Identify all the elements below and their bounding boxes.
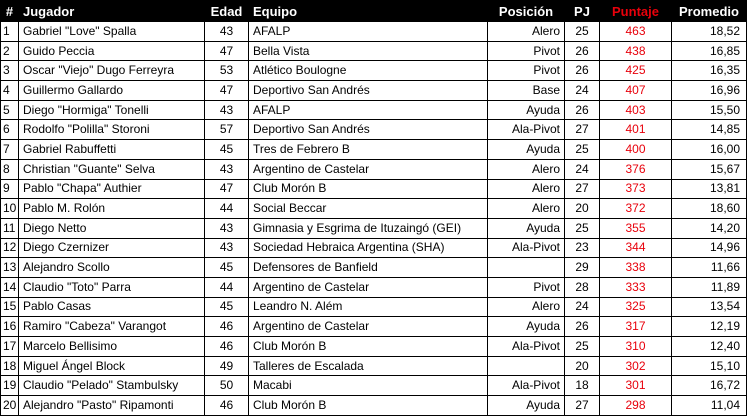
cell-posicion: Ayuda xyxy=(488,100,565,120)
table-row xyxy=(1,22,747,42)
cell-jugador: Rodolfo "Polilla" Storoni xyxy=(19,120,205,140)
cell-jugador: Guido Peccia xyxy=(19,41,205,61)
cell-equipo: Argentino de Castelar xyxy=(249,159,488,179)
cell-puntaje: 310 xyxy=(600,337,672,357)
cell-posicion xyxy=(488,258,565,278)
cell-num: 4 xyxy=(1,81,19,101)
cell-puntaje: 376 xyxy=(600,159,672,179)
cell-promedio: 14,20 xyxy=(672,218,747,238)
cell-puntaje: 401 xyxy=(600,120,672,140)
cell-equipo: Gimnasia y Esgrima de Ituzaingó (GEI) xyxy=(249,218,488,238)
cell-edad: 57 xyxy=(205,120,249,140)
cell-pj: 29 xyxy=(565,258,600,278)
cell-puntaje: 301 xyxy=(600,376,672,396)
cell-equipo: Deportivo San Andrés xyxy=(249,81,488,101)
cell-puntaje: 373 xyxy=(600,179,672,199)
table-header xyxy=(1,1,747,22)
cell-num: 3 xyxy=(1,61,19,81)
cell-puntaje: 403 xyxy=(600,100,672,120)
cell-pj: 20 xyxy=(565,356,600,376)
cell-edad: 50 xyxy=(205,376,249,396)
cell-puntaje: 344 xyxy=(600,238,672,258)
cell-posicion xyxy=(488,356,565,376)
cell-edad: 46 xyxy=(205,337,249,357)
header-jugador: Jugador xyxy=(19,1,205,22)
cell-promedio: 15,67 xyxy=(672,159,747,179)
cell-jugador: Diego Netto xyxy=(19,218,205,238)
cell-pj: 26 xyxy=(565,41,600,61)
cell-equipo: Bella Vista xyxy=(249,41,488,61)
cell-promedio: 14,85 xyxy=(672,120,747,140)
cell-posicion: Pivot xyxy=(488,277,565,297)
cell-puntaje: 338 xyxy=(600,258,672,278)
cell-pj: 23 xyxy=(565,238,600,258)
table-row xyxy=(1,199,747,219)
cell-jugador: Oscar "Viejo" Dugo Ferreyra xyxy=(19,61,205,81)
cell-puntaje: 325 xyxy=(600,297,672,317)
cell-posicion: Alero xyxy=(488,199,565,219)
table-row xyxy=(1,258,747,278)
cell-num: 14 xyxy=(1,277,19,297)
cell-num: 19 xyxy=(1,376,19,396)
cell-pj: 18 xyxy=(565,376,600,396)
cell-edad: 49 xyxy=(205,356,249,376)
cell-num: 2 xyxy=(1,41,19,61)
cell-jugador: Gabriel Rabuffetti xyxy=(19,140,205,160)
cell-num: 17 xyxy=(1,337,19,357)
cell-puntaje: 400 xyxy=(600,140,672,160)
cell-edad: 46 xyxy=(205,396,249,416)
cell-equipo: Club Morón B xyxy=(249,179,488,199)
cell-promedio: 15,10 xyxy=(672,356,747,376)
cell-posicion: Alero xyxy=(488,22,565,42)
header-promedio: Promedio xyxy=(672,1,747,22)
cell-puntaje: 463 xyxy=(600,22,672,42)
cell-pj: 24 xyxy=(565,297,600,317)
cell-promedio: 16,85 xyxy=(672,41,747,61)
cell-pj: 27 xyxy=(565,179,600,199)
cell-equipo: Macabi xyxy=(249,376,488,396)
cell-puntaje: 317 xyxy=(600,317,672,337)
table-row xyxy=(1,297,747,317)
cell-posicion: Pivot xyxy=(488,41,565,61)
cell-num: 12 xyxy=(1,238,19,258)
table-row xyxy=(1,317,747,337)
table-row xyxy=(1,218,747,238)
cell-puntaje: 298 xyxy=(600,396,672,416)
table-row xyxy=(1,277,747,297)
cell-pj: 27 xyxy=(565,120,600,140)
cell-jugador: Alejandro Scollo xyxy=(19,258,205,278)
cell-promedio: 16,35 xyxy=(672,61,747,81)
cell-jugador: Christian "Guante" Selva xyxy=(19,159,205,179)
cell-pj: 25 xyxy=(565,337,600,357)
cell-promedio: 18,60 xyxy=(672,199,747,219)
cell-edad: 53 xyxy=(205,61,249,81)
header-edad: Edad xyxy=(205,1,249,22)
cell-promedio: 11,66 xyxy=(672,258,747,278)
cell-num: 15 xyxy=(1,297,19,317)
cell-promedio: 11,04 xyxy=(672,396,747,416)
cell-promedio: 11,89 xyxy=(672,277,747,297)
cell-pj: 24 xyxy=(565,159,600,179)
cell-promedio: 13,54 xyxy=(672,297,747,317)
cell-equipo: Social Beccar xyxy=(249,199,488,219)
cell-num: 16 xyxy=(1,317,19,337)
table-row xyxy=(1,41,747,61)
cell-posicion: Ayuda xyxy=(488,218,565,238)
cell-puntaje: 407 xyxy=(600,81,672,101)
cell-num: 13 xyxy=(1,258,19,278)
cell-equipo: Talleres de Escalada xyxy=(249,356,488,376)
cell-promedio: 12,40 xyxy=(672,337,747,357)
cell-jugador: Miguel Ángel Block xyxy=(19,356,205,376)
cell-promedio: 16,72 xyxy=(672,376,747,396)
cell-edad: 45 xyxy=(205,297,249,317)
cell-pj: 27 xyxy=(565,396,600,416)
table-row xyxy=(1,337,747,357)
cell-puntaje: 425 xyxy=(600,61,672,81)
cell-edad: 44 xyxy=(205,199,249,219)
cell-pj: 24 xyxy=(565,81,600,101)
cell-posicion: Ala-Pivot xyxy=(488,120,565,140)
table-row xyxy=(1,81,747,101)
cell-posicion: Ayuda xyxy=(488,317,565,337)
cell-edad: 43 xyxy=(205,22,249,42)
cell-posicion: Pivot xyxy=(488,61,565,81)
cell-equipo: Argentino de Castelar xyxy=(249,317,488,337)
cell-pj: 25 xyxy=(565,22,600,42)
cell-jugador: Pablo M. Rolón xyxy=(19,199,205,219)
cell-promedio: 13,81 xyxy=(672,179,747,199)
cell-edad: 44 xyxy=(205,277,249,297)
cell-posicion: Alero xyxy=(488,179,565,199)
cell-posicion: Ala-Pivot xyxy=(488,337,565,357)
cell-pj: 25 xyxy=(565,140,600,160)
cell-jugador: Diego Czernizer xyxy=(19,238,205,258)
cell-jugador: Claudio "Pelado" Stambulsky xyxy=(19,376,205,396)
cell-equipo: Club Morón B xyxy=(249,337,488,357)
cell-edad: 43 xyxy=(205,159,249,179)
cell-edad: 43 xyxy=(205,100,249,120)
cell-puntaje: 355 xyxy=(600,218,672,238)
table-row xyxy=(1,159,747,179)
cell-promedio: 12,19 xyxy=(672,317,747,337)
cell-edad: 45 xyxy=(205,258,249,278)
cell-num: 8 xyxy=(1,159,19,179)
cell-posicion: Alero xyxy=(488,297,565,317)
cell-edad: 47 xyxy=(205,81,249,101)
cell-jugador: Ramiro "Cabeza" Varangot xyxy=(19,317,205,337)
cell-posicion: Ayuda xyxy=(488,396,565,416)
cell-promedio: 14,96 xyxy=(672,238,747,258)
header-posicion: Posición xyxy=(488,1,565,22)
cell-edad: 43 xyxy=(205,218,249,238)
table-row xyxy=(1,61,747,81)
cell-posicion: Ala-Pivot xyxy=(488,238,565,258)
cell-edad: 45 xyxy=(205,140,249,160)
cell-num: 1 xyxy=(1,22,19,42)
table-row xyxy=(1,179,747,199)
cell-puntaje: 438 xyxy=(600,41,672,61)
cell-pj: 25 xyxy=(565,218,600,238)
cell-pj: 26 xyxy=(565,61,600,81)
header-row xyxy=(1,1,747,22)
cell-puntaje: 372 xyxy=(600,199,672,219)
cell-equipo: Sociedad Hebraica Argentina (SHA) xyxy=(249,238,488,258)
table-row xyxy=(1,356,747,376)
cell-promedio: 16,00 xyxy=(672,140,747,160)
cell-num: 7 xyxy=(1,140,19,160)
cell-jugador: Pablo "Chapa" Authier xyxy=(19,179,205,199)
cell-jugador: Guillermo Gallardo xyxy=(19,81,205,101)
table-row xyxy=(1,140,747,160)
cell-promedio: 18,52 xyxy=(672,22,747,42)
cell-posicion: Base xyxy=(488,81,565,101)
cell-pj: 28 xyxy=(565,277,600,297)
cell-num: 9 xyxy=(1,179,19,199)
cell-num: 10 xyxy=(1,199,19,219)
cell-equipo: Defensores de Banfield xyxy=(249,258,488,278)
cell-puntaje: 302 xyxy=(600,356,672,376)
cell-equipo: Club Morón B xyxy=(249,396,488,416)
cell-equipo: Leandro N. Além xyxy=(249,297,488,317)
cell-num: 5 xyxy=(1,100,19,120)
cell-puntaje: 333 xyxy=(600,277,672,297)
cell-num: 20 xyxy=(1,396,19,416)
cell-num: 18 xyxy=(1,356,19,376)
cell-jugador: Diego "Hormiga" Tonelli xyxy=(19,100,205,120)
cell-posicion: Ayuda xyxy=(488,140,565,160)
cell-pj: 26 xyxy=(565,317,600,337)
table-body xyxy=(1,22,747,416)
cell-jugador: Marcelo Bellisimo xyxy=(19,337,205,357)
table-row xyxy=(1,120,747,140)
header-equipo: Equipo xyxy=(249,1,488,22)
cell-equipo: AFALP xyxy=(249,100,488,120)
cell-pj: 20 xyxy=(565,199,600,219)
cell-posicion: Ala-Pivot xyxy=(488,376,565,396)
table-row xyxy=(1,376,747,396)
cell-jugador: Gabriel "Love" Spalla xyxy=(19,22,205,42)
cell-edad: 46 xyxy=(205,317,249,337)
header-puntaje: Puntaje xyxy=(600,1,672,22)
cell-promedio: 16,96 xyxy=(672,81,747,101)
header-num: # xyxy=(1,1,19,22)
cell-jugador: Alejandro "Pasto" Ripamonti xyxy=(19,396,205,416)
cell-edad: 47 xyxy=(205,41,249,61)
cell-jugador: Pablo Casas xyxy=(19,297,205,317)
cell-equipo: AFALP xyxy=(249,22,488,42)
cell-num: 11 xyxy=(1,218,19,238)
table-row xyxy=(1,396,747,416)
cell-num: 6 xyxy=(1,120,19,140)
cell-equipo: Tres de Febrero B xyxy=(249,140,488,160)
table-row xyxy=(1,238,747,258)
cell-pj: 26 xyxy=(565,100,600,120)
cell-equipo: Deportivo San Andrés xyxy=(249,120,488,140)
cell-promedio: 15,50 xyxy=(672,100,747,120)
cell-jugador: Claudio "Toto" Parra xyxy=(19,277,205,297)
cell-edad: 43 xyxy=(205,238,249,258)
cell-equipo: Argentino de Castelar xyxy=(249,277,488,297)
cell-equipo: Atlético Boulogne xyxy=(249,61,488,81)
table-row xyxy=(1,100,747,120)
cell-edad: 47 xyxy=(205,179,249,199)
cell-posicion: Alero xyxy=(488,159,565,179)
header-pj: PJ xyxy=(565,1,600,22)
